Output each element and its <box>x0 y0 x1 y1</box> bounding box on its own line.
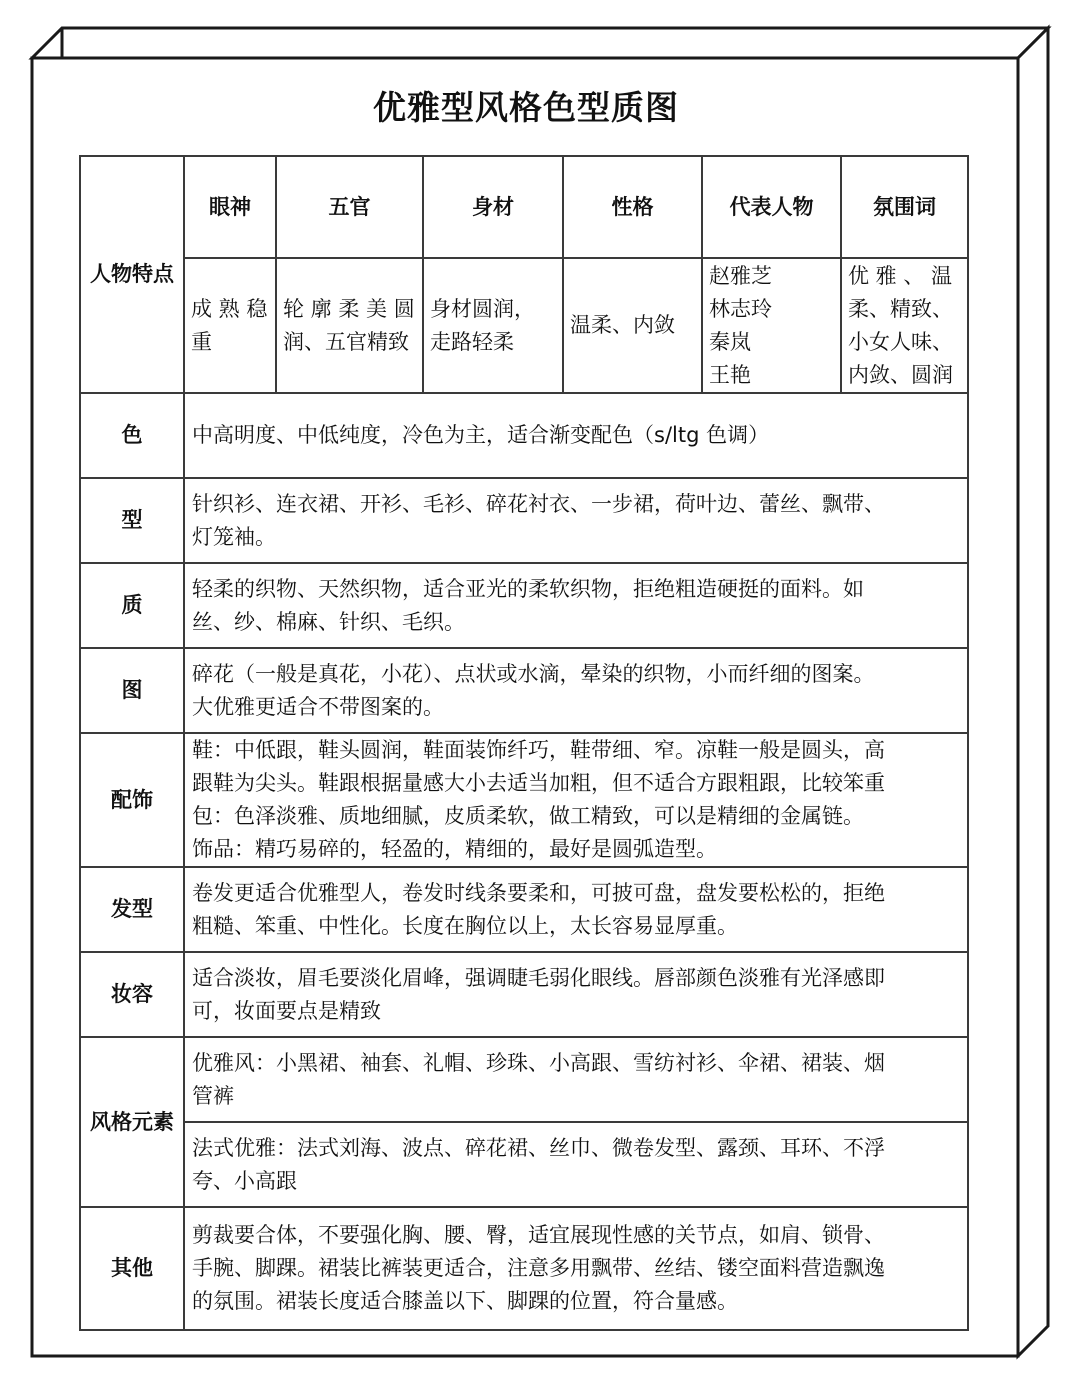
personality-cell: 温柔、内敛 <box>563 258 702 393</box>
representatives-cell <box>702 258 841 393</box>
header-figure: 身材 <box>423 156 563 258</box>
content-line: 轻柔的织物、天然织物，适合亚光的柔软织物，拒绝粗造硬挺的面料。如 <box>192 576 864 601</box>
content-line: 优雅风：小黑裙、袖套、礼帽、珍珠、小高跟、雪纺衬衫、伞裙、裙装、烟 <box>192 1050 885 1075</box>
style-elements-label: 风格元素 <box>80 1037 184 1207</box>
content-line: 粗糙、笨重、中性化。长度在胸位以上，太长容易显厚重。 <box>192 913 738 938</box>
cell-line: 小女人味、 <box>848 329 953 354</box>
header-representatives: 代表人物 <box>702 156 841 258</box>
content-line: 丝、纱、棉麻、针织、毛织。 <box>192 609 465 634</box>
content-line: 中高明度、中低纯度，冷色为主，适合渐变配色（s/ltg 色调） <box>192 423 770 447</box>
figure-cell <box>423 258 563 393</box>
row-content <box>184 1207 968 1330</box>
row-style-elements-french <box>80 1122 968 1207</box>
content-line: 包：色泽淡雅、质地细腻，皮质柔软，做工精致，可以是精细的金属链。 <box>192 804 864 828</box>
page-title: 优雅型风格色型质图 <box>373 88 679 127</box>
content-line: 针织衫、连衣裙、开衫、毛衫、碎花衬衣、一步裙，荷叶边、蕾丝、飘带、 <box>192 491 885 516</box>
row-accessories <box>80 733 968 867</box>
row-makeup <box>80 952 968 1037</box>
content-line: 卷发更适合优雅型人，卷发时线条要柔和，可披可盘，盘发要松松的，拒绝 <box>192 880 885 905</box>
header-personality: 性格 <box>563 156 702 258</box>
header-eyes: 眼神 <box>184 156 276 258</box>
row-label: 配饰 <box>80 733 184 867</box>
row-label: 色 <box>80 393 184 478</box>
row-style-elements-elegant <box>80 1037 968 1122</box>
content-line: 夸、小高跟 <box>192 1168 297 1193</box>
row-content <box>184 563 968 648</box>
content-line: 灯笼袖。 <box>192 524 276 549</box>
cell-line: 柔、精致、 <box>848 296 953 321</box>
cell-line: 优 雅 、 温 <box>848 263 953 288</box>
header-features: 五官 <box>276 156 423 258</box>
cell-line: 身材圆润， <box>430 296 535 321</box>
content-line: 鞋：中低跟，鞋头圆润，鞋面装饰纤巧，鞋带细、窄。凉鞋一般是圆头，高 <box>192 738 885 762</box>
row-label: 妆容 <box>80 952 184 1037</box>
representative-name: 王艳 <box>709 362 751 387</box>
content-line: 可，妆面要点是精致 <box>192 998 381 1023</box>
content-line: 饰品：精巧易碎的，轻盈的，精细的，最好是圆弧造型。 <box>192 837 717 861</box>
content-line: 的氛围。裙装长度适合膝盖以下、脚踝的位置，符合量感。 <box>192 1289 738 1313</box>
cell-line: 走路轻柔 <box>430 329 514 354</box>
row-label: 发型 <box>80 867 184 952</box>
content-line: 管裤 <box>192 1083 234 1108</box>
content-line: 大优雅更适合不带图案的。 <box>192 694 444 719</box>
row-content <box>184 952 968 1037</box>
row-label: 型 <box>80 478 184 563</box>
characteristics-label: 人物特点 <box>80 156 184 393</box>
row-label: 质 <box>80 563 184 648</box>
representative-name: 赵雅芝 <box>709 263 772 288</box>
representative-name: 秦岚 <box>709 329 751 354</box>
content-line: 剪裁要合体，不要强化胸、腰、臀，适宜展现性感的关节点，如肩、锁骨、 <box>192 1223 885 1247</box>
row-content <box>184 478 968 563</box>
row-pattern <box>80 648 968 733</box>
row-color <box>80 393 968 478</box>
cell-line: 轮 廓 柔 美 圆 <box>283 296 415 321</box>
header-row <box>80 156 968 258</box>
cell-line: 润、五官精致 <box>283 329 409 354</box>
content-line: 碎花（一般是真花，小花）、点状或水滴，晕染的织物，小而纤细的图案。 <box>192 661 875 686</box>
representative-name: 林志玲 <box>709 296 772 321</box>
row-texture <box>80 563 968 648</box>
row-content <box>184 867 968 952</box>
content-line: 法式优雅：法式刘海、波点、碎花裙、丝巾、微卷发型、露颈、耳环、不浮 <box>192 1135 885 1160</box>
content-line: 手腕、脚踝。裙装比裤装更适合，注意多用飘带、丝结、镂空面料营造飘逸 <box>192 1256 885 1280</box>
cell-line: 成 熟 稳 <box>191 296 268 321</box>
row-content <box>184 1037 968 1122</box>
row-hairstyle <box>80 867 968 952</box>
cell-line: 重 <box>191 329 212 354</box>
content-line: 适合淡妆，眉毛要淡化眉峰，强调睫毛弱化眼线。唇部颜色淡雅有光泽感即 <box>192 965 885 990</box>
row-content <box>184 648 968 733</box>
cell-line: 内敛、圆润 <box>848 362 953 387</box>
eyes-cell <box>184 258 276 393</box>
row-other <box>80 1207 968 1330</box>
row-content <box>184 393 968 478</box>
style-table <box>79 155 969 1331</box>
features-cell <box>276 258 423 393</box>
content-line: 跟鞋为尖头。鞋跟根据量感大小去适当加粗，但不适合方跟粗跟，比较笨重 <box>192 771 885 795</box>
atmosphere-cell <box>841 258 968 393</box>
row-label: 其他 <box>80 1207 184 1330</box>
row-shape <box>80 478 968 563</box>
header-atmosphere: 氛围词 <box>841 156 968 258</box>
row-content <box>184 1122 968 1207</box>
characteristics-row <box>80 258 968 393</box>
row-content <box>184 733 968 867</box>
row-label: 图 <box>80 648 184 733</box>
